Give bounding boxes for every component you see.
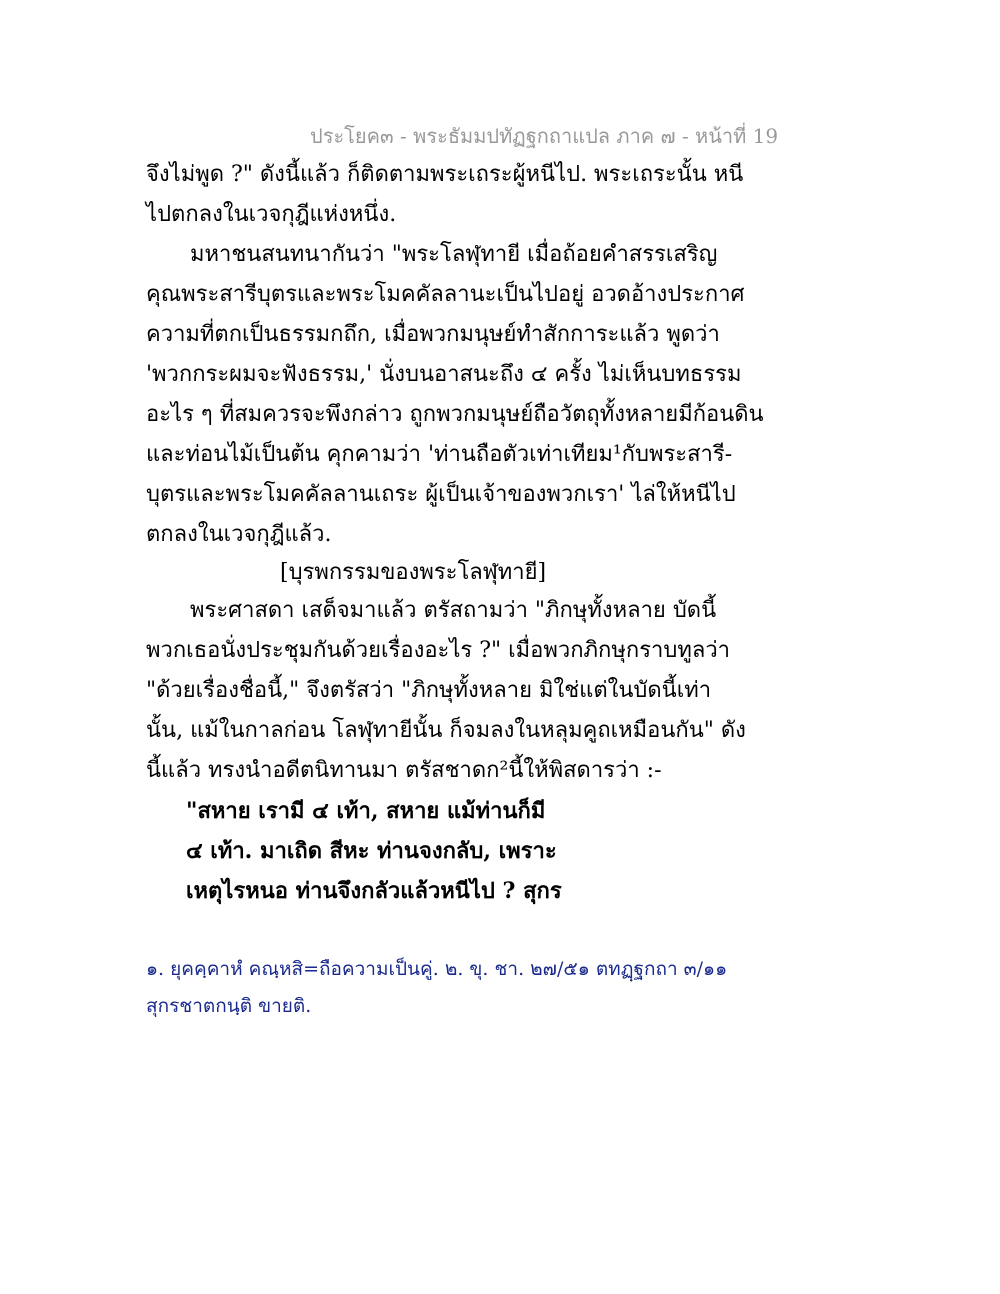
body-line: ไปตกลงในเวจกุฎีแห่งหนึ่ง. — [146, 202, 397, 227]
verse-line: "สหาย เรามี ๔ เท้า, สหาย แม้ท่านก็มี — [186, 798, 546, 824]
body-line: และท่อนไม้เป็นต้น คุกคามว่า 'ท่านถือตัวเท่าเทียม¹กับพระสารี- — [146, 442, 733, 467]
body-line: ความที่ตกเป็นธรรมกถึก, เมื่อพวกมนุษย์ทำสักการะแล้ว พูดว่า — [146, 322, 720, 347]
running-header: ประโยค๓ - พระธัมมปทัฏฐกถาแปล ภาค ๗ - หน้าที่ 19 — [310, 124, 779, 148]
body-line: พวกเธอนั่งประชุมกันด้วยเรื่องอะไร ?" เมื่อพวกภิกษุกราบทูลว่า — [146, 638, 731, 663]
verse-line: ๔ เท้า. มาเถิด สีหะ ท่านจงกลับ, เพราะ — [186, 838, 557, 864]
section-heading: [บุรพกรรมของพระโลฬุทายี] — [280, 560, 547, 585]
body-line: คุณพระสารีบุตรและพระโมคคัลลานะเป็นไปอยู่ อวดอ้างประกาศ — [146, 282, 745, 307]
body-line: นี้แล้ว ทรงนำอดีตนิทานมา ตรัสชาดก²นี้ให้พิสดารว่า :- — [146, 758, 662, 783]
footnote-line: ๑. ยุคคฺคาหํ คณฺหสิ=ถือความเป็นคู่. ๒. ขุ. ชา. ๒๗/๕๑ ตทฏฺฐกถา ๓/๑๑ — [146, 958, 728, 980]
body-line: นั้น, แม้ในกาลก่อน โลฬุทายีนั้น ก็จมลงในหลุมคูถเหมือนกัน" ดัง — [146, 718, 746, 743]
footnote-line: สุกรชาตกนฺติ ขายติ. — [146, 995, 312, 1017]
body-line: ตกลงในเวจกุฎีแล้ว. — [146, 522, 332, 547]
body-line: พระศาสดา เสด็จมาแล้ว ตรัสถามว่า "ภิกษุทั้งหลาย บัดนี้ — [190, 598, 717, 623]
body-line: 'พวกกระผมจะฟังธรรม,' นั่งบนอาสนะถึง ๔ ครั้ง ไม่เห็นบทธรรม — [146, 362, 742, 387]
body-line: จึงไม่พูด ?" ดังนี้แล้ว ก็ติดตามพระเถระผู้หนีไป. พระเถระนั้น หนี — [146, 162, 744, 187]
body-line: "ด้วยเรื่องชื่อนี้," จึงตรัสว่า "ภิกษุทั้งหลาย มิใช่แต่ในบัดนี้เท่า — [146, 678, 712, 703]
body-line: มหาชนสนทนากันว่า "พระโลฬุทายี เมื่อถ้อยคำสรรเสริญ — [190, 242, 718, 267]
verse-line: เหตุไรหนอ ท่านจึงกลัวแล้วหนีไป ? สุกร — [186, 878, 562, 904]
body-line: บุตรและพระโมคคัลลานเถระ ผู้เป็นเจ้าของพวกเรา' ไล่ให้หนีไป — [146, 482, 736, 507]
body-line: อะไร ๆ ที่สมควรจะพึงกล่าว ถูกพวกมนุษย์ถือวัตถุทั้งหลายมีก้อนดิน — [146, 402, 764, 427]
